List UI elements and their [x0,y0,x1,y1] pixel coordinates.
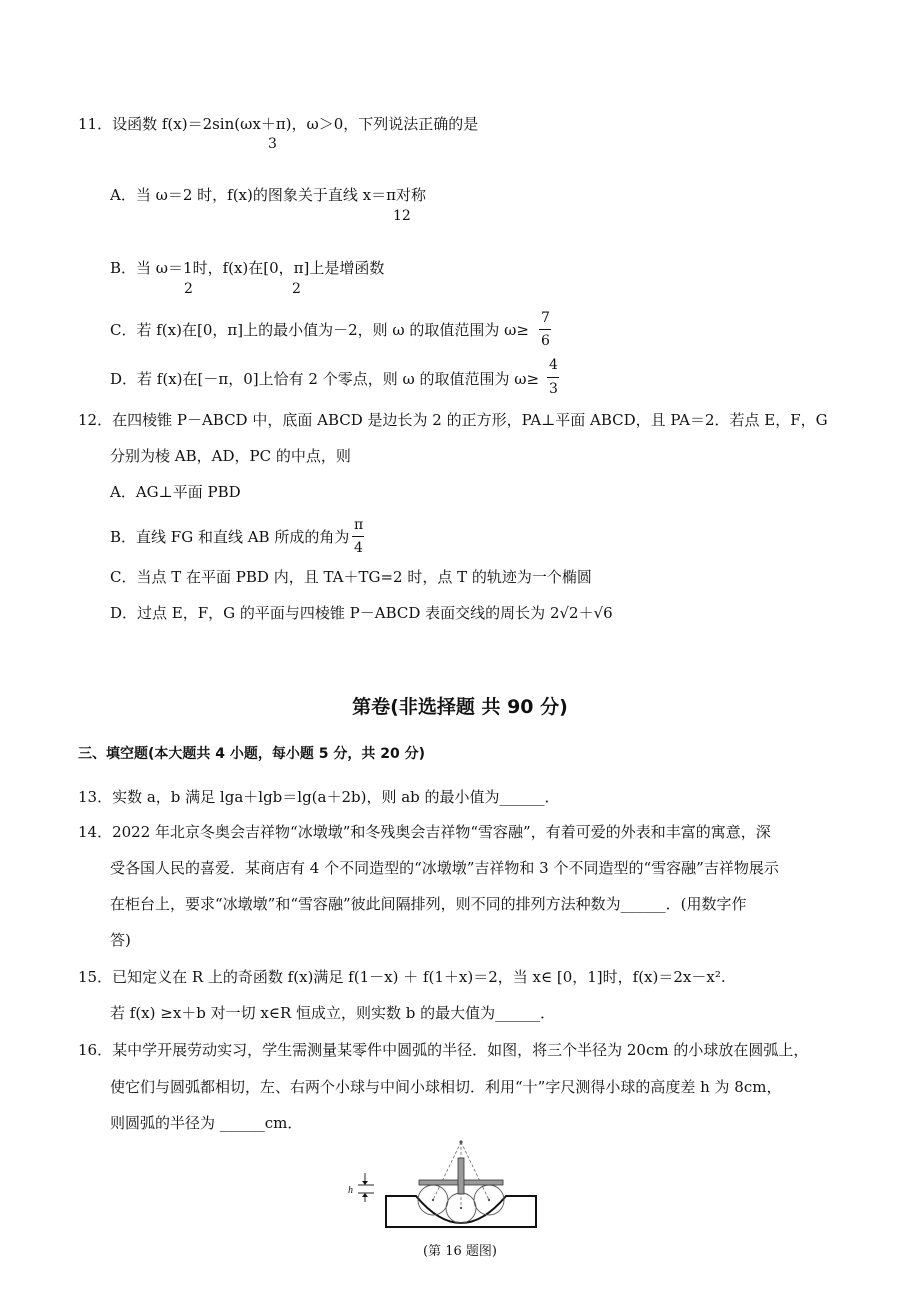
q15-line-1: 15．已知定义在 R 上的奇函数 f(x)满足 f(1－x) ＋ f(1＋x)＝2，当 x∈ [0，1]时，f(x)＝2x－x². [78,968,726,986]
q14-line-4: 答) [110,931,131,949]
fill-in-heading: 三、填空题(本大题共 4 小题，每小题 5 分，共 20 分) [78,746,426,762]
q16-line-3: 则圆弧的半径为 ______cm． [110,1114,303,1132]
figure-caption: (第 16 题图) [423,1244,497,1259]
q11-d-denominator: 3 [549,381,558,397]
q14-line-2: 受各国人民的喜爱．某商店有 4 个不同造型的“冰墩墩”吉祥物和 3 个不同造型的“雪容融”吉祥物展示 [110,859,779,877]
q11-option-c: C．若 f(x)在[0，π]上的最小值为－2，则 ω 的取值范围为 ω≥ [110,321,529,339]
q12-option-a: A．AG⊥平面 PBD [110,483,241,501]
apex-point [459,1140,462,1143]
q11-d-fraction-bar [547,377,559,378]
q11-b-denominator-2: 2 [292,281,301,297]
q16-figure [340,1138,550,1234]
section-title: 第卷(非选择题 共 90 分) [352,696,568,718]
q11-stem-denominator: 3 [268,136,277,152]
q12-b-numerator: π [354,517,364,533]
q12-option-c: C．当点 T 在平面 PBD 内，且 TA＋TG=2 时，点 T 的轨迹为一个椭圆 [110,568,592,586]
arc-base [386,1196,536,1227]
q11-c-numerator: 7 [541,310,550,326]
q16-line-2: 使它们与圆弧都相切，左、右两个小球与中间小球相切．利用“十”字尺测得小球的高度差 h 为 8cm， [110,1078,782,1096]
q11-option-a: A．当 ω＝2 时，f(x)的图象关于直线 x＝π对称 [110,186,426,204]
q11-c-denominator: 6 [541,333,550,349]
q12-stem-line-2: 分别为棱 AB，AD，PC 的中点，则 [110,447,351,465]
q12-b-fraction-bar [352,536,364,537]
q12-b-denominator: 4 [354,540,363,556]
q14-line-3: 在柜台上，要求“冰墩墩”和“雪容融”彼此间隔排列，则不同的排列方法种数为______．(用数字作 [110,895,747,913]
h-label: h [348,1185,353,1196]
q13: 13．实数 a，b 满足 lga＋lgb＝lg(a＋2b)，则 ab 的最小值为______． [78,788,560,806]
q12-option-d: D．过点 E，F，G 的平面与四棱锥 P－ABCD 表面交线的周长为 2√2＋√6 [110,604,613,622]
q11-option-b: B．当 ω＝1时，f(x)在[0，π]上是增函数 [110,259,385,277]
q11-stem: 11．设函数 f(x)＝2sin(ωx＋π)，ω＞0，下列说法正确的是 [78,115,479,133]
q11-d-numerator: 4 [549,357,558,373]
q14-line-1: 14．2022 年北京冬奥会吉祥物“冰墩墩”和冬残奥会吉祥物“雪容融”，有着可爱的外表和丰富的寓意，深 [78,823,771,841]
h-marker [358,1173,374,1202]
q15-line-2: 若 f(x) ≥x＋b 对一切 x∈R 恒成立，则实数 b 的最大值为______． [110,1004,556,1022]
q11-a-denominator: 12 [393,208,411,224]
q16-line-1: 16．某中学开展劳动实习，学生需测量某零件中圆弧的半径．如图，将三个半径为 20cm 的小球放在圆弧上， [78,1041,809,1059]
q12-option-b: B．直线 FG 和直线 AB 所成的角为 [110,528,350,546]
q12-stem-line-1: 12．在四棱锥 P－ABCD 中，底面 ABCD 是边长为 2 的正方形，PA⊥平面 ABCD，且 PA＝2．若点 E，F，G [78,411,828,429]
q11-c-fraction-bar [539,329,551,330]
q11-option-d: D．若 f(x)在[－π，0]上恰有 2 个零点，则 ω 的取值范围为 ω≥ [110,370,540,388]
ruler-stem [458,1158,464,1194]
q11-b-denominator-1: 2 [184,281,193,297]
